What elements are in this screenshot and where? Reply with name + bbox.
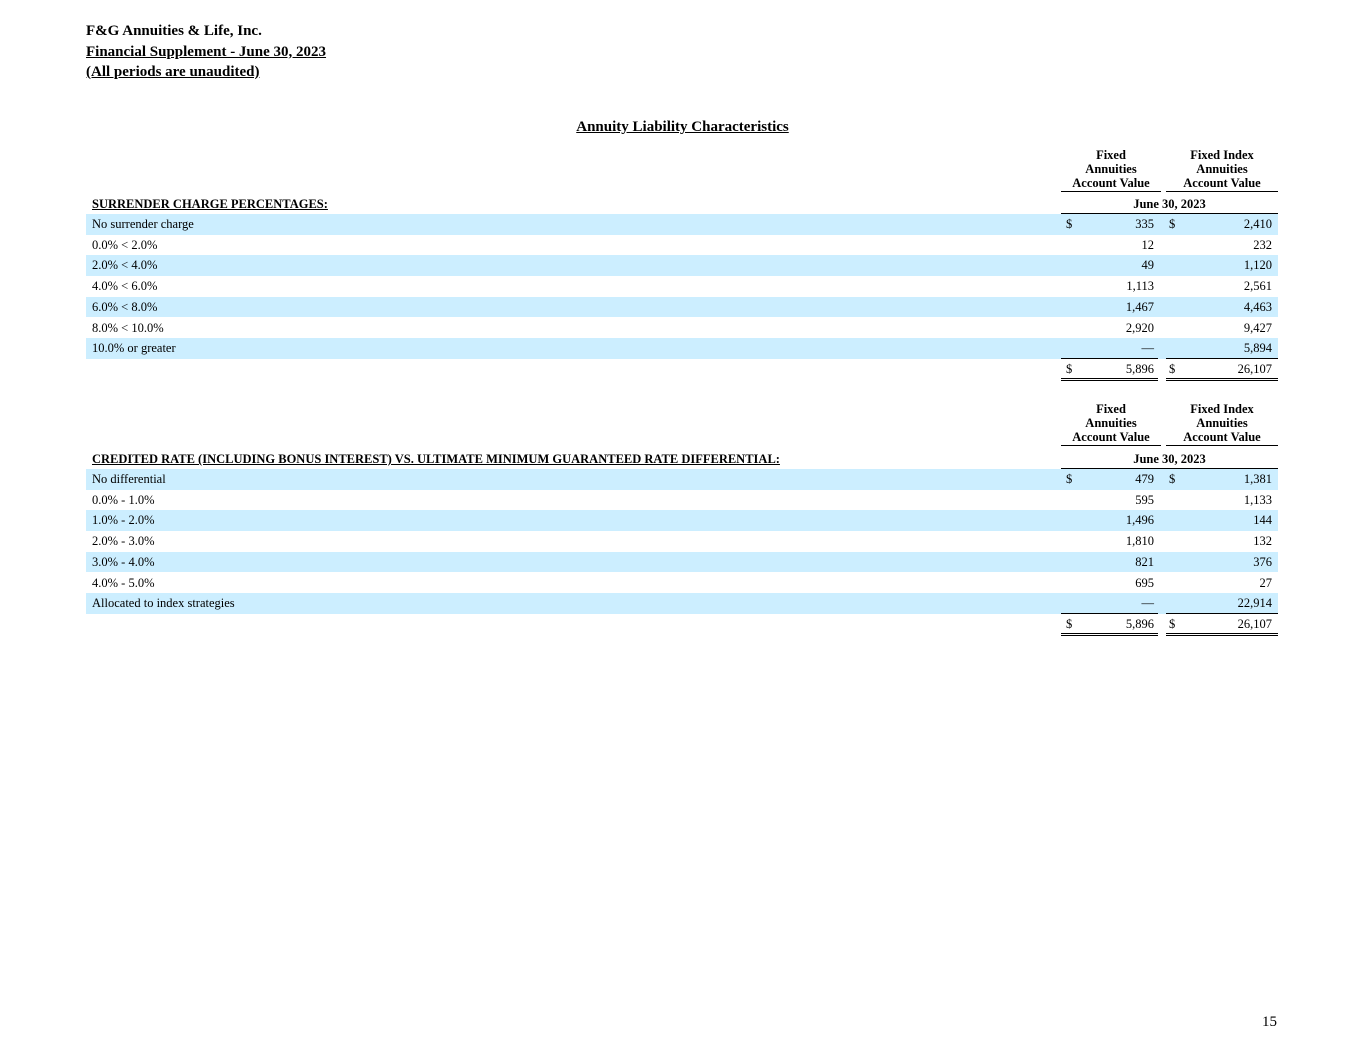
row-label: 0.0% < 2.0%: [92, 237, 158, 252]
fixed-index-annuities-value: 1,120: [1243, 258, 1272, 273]
fixed-annuities-value: 1,810: [1125, 534, 1154, 549]
fixed-index-annuities-value: 232: [1253, 237, 1272, 252]
unaudited-note: (All periods are unaudited): [86, 64, 260, 80]
row-label: Allocated to index strategies: [92, 596, 235, 611]
fixed-annuities-value: 595: [1135, 492, 1154, 507]
supplement-title: Financial Supplement - June 30, 2023: [86, 43, 327, 60]
fixed-index-annuities-total: 26,107: [1237, 361, 1272, 376]
fixed-index-currency-symbol: $: [1169, 361, 1176, 376]
fixed-index-annuities-value: 132: [1253, 534, 1272, 549]
fixed-index-annuities-value: 5,894: [1243, 341, 1272, 356]
row-label: 2.0% < 4.0%: [92, 258, 158, 273]
credited-section-label: CREDITED RATE (INCLUDING BONUS INTEREST) VS. ULTIMATE MINIMUM GUARANTEED RATE DIFFERENTIAL:: [92, 452, 780, 466]
table-row: [86, 235, 1278, 256]
row-label: No differential: [92, 472, 166, 486]
fixed-annuities-total: 5,896: [1125, 361, 1154, 376]
fixed-index-annuities-value: 27: [1259, 575, 1272, 590]
fixed-index-annuities-value: 9,427: [1243, 320, 1272, 335]
row-label: 0.0% - 1.0%: [92, 492, 155, 507]
fixed-index-currency-symbol: $: [1169, 217, 1176, 231]
fixed-index-annuities-value: 2,561: [1243, 279, 1272, 294]
fixed-index-annuities-column-header: Fixed Index Annuities Account Value: [1166, 402, 1278, 444]
fixed-index-annuities-value: 4,463: [1243, 299, 1272, 314]
total-row: [86, 359, 1278, 380]
table-row: [86, 490, 1278, 511]
table-row: [86, 573, 1278, 594]
fixed-annuities-column-header: Fixed Annuities Account Value: [1061, 148, 1161, 190]
period-header: June 30, 2023: [1133, 197, 1206, 211]
table-row: [86, 255, 1278, 276]
table-row: [86, 552, 1278, 573]
fixed-index-annuities-value: 144: [1253, 513, 1272, 528]
table-row: [86, 510, 1278, 531]
fixed-index-annuities-value: 376: [1253, 554, 1272, 569]
fixed-index-annuities-value: 1,381: [1243, 472, 1272, 486]
table-row: [86, 318, 1278, 339]
fixed-annuities-value: 821: [1135, 554, 1154, 569]
fixed-currency-symbol: $: [1066, 472, 1073, 486]
company-name: F&G Annuities & Life, Inc.: [86, 23, 262, 39]
row-label: 4.0% - 5.0%: [92, 575, 155, 590]
page-number: 15: [1262, 1014, 1277, 1030]
table-row: [86, 469, 1278, 490]
page-title: Annuity Liability Characteristics: [576, 119, 789, 135]
fixed-currency-symbol: $: [1066, 217, 1073, 231]
row-label: 1.0% - 2.0%: [92, 513, 155, 528]
document-header: [86, 21, 326, 83]
table-row: [86, 531, 1278, 552]
total-row: [86, 614, 1278, 635]
fixed-annuities-value: 1,496: [1125, 513, 1154, 528]
fixed-index-annuities-value: 2,410: [1243, 217, 1272, 231]
fixed-annuities-value: —: [1141, 596, 1154, 611]
fixed-index-annuities-value: 1,133: [1243, 492, 1272, 507]
fixed-annuities-value: 49: [1141, 258, 1154, 273]
fixed-index-currency-symbol: $: [1169, 616, 1176, 631]
row-label: 2.0% - 3.0%: [92, 534, 155, 549]
row-label: 10.0% or greater: [92, 341, 176, 356]
fixed-annuities-total: 5,896: [1125, 616, 1154, 631]
table-row: [86, 276, 1278, 297]
fixed-index-annuities-column-header: Fixed Index Annuities Account Value: [1166, 148, 1278, 190]
row-label: 6.0% < 8.0%: [92, 299, 158, 314]
fixed-index-currency-symbol: $: [1169, 472, 1176, 486]
fixed-annuities-value: 335: [1135, 217, 1154, 231]
fixed-index-annuities-total: 26,107: [1237, 616, 1272, 631]
fixed-annuities-column-header: Fixed Annuities Account Value: [1061, 402, 1161, 444]
fixed-currency-symbol: $: [1066, 616, 1073, 631]
fixed-annuities-value: —: [1141, 341, 1154, 356]
row-label: 4.0% < 6.0%: [92, 279, 158, 294]
table-row: [86, 338, 1278, 359]
fixed-annuities-value: 12: [1141, 237, 1154, 252]
fixed-index-annuities-value: 22,914: [1237, 596, 1272, 611]
fixed-currency-symbol: $: [1066, 361, 1073, 376]
table-row: [86, 214, 1278, 235]
row-label: 3.0% - 4.0%: [92, 554, 155, 569]
row-label: No surrender charge: [92, 217, 194, 231]
fixed-annuities-value: 479: [1135, 472, 1154, 486]
fixed-annuities-value: 1,113: [1126, 279, 1154, 294]
table-row: [86, 297, 1278, 318]
period-header: June 30, 2023: [1133, 452, 1206, 466]
surrender-section-label: SURRENDER CHARGE PERCENTAGES:: [92, 197, 328, 211]
fixed-annuities-value: 695: [1135, 575, 1154, 590]
row-label: 8.0% < 10.0%: [92, 320, 164, 335]
fixed-annuities-value: 1,467: [1125, 299, 1154, 314]
fixed-annuities-value: 2,920: [1125, 320, 1154, 335]
table-row: [86, 593, 1278, 614]
